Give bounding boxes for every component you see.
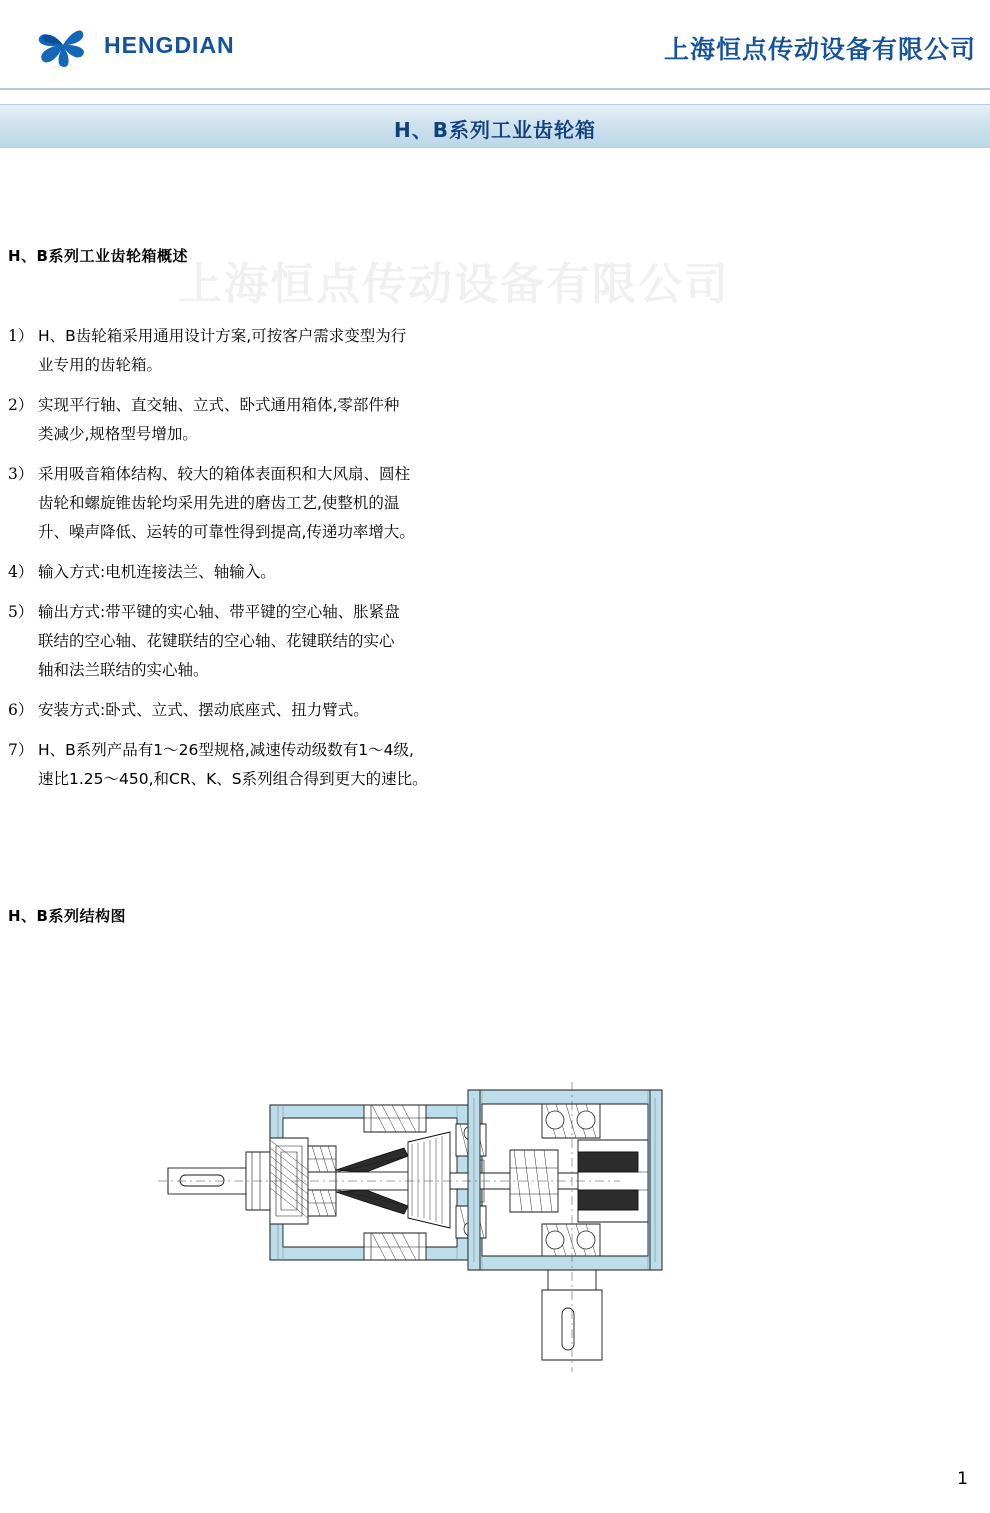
list-item-number: 1） (8, 327, 34, 345)
watermark-text: 上海恒点传动设备有限公司 (178, 259, 730, 310)
company-name: 上海恒点传动设备有限公司 (663, 35, 976, 64)
list-item-number: 3） (8, 465, 34, 483)
list-item-text: H、B齿轮箱采用通用设计方案,可按客户需求变型为行 业专用的齿轮箱。 (38, 327, 407, 374)
gearbox-cross-section-drawing (150, 1020, 770, 1380)
list-item-number: 2） (8, 396, 34, 414)
list-item-number: 4） (8, 563, 34, 581)
overview-list (8, 322, 908, 805)
header-divider (0, 88, 990, 90)
list-item (8, 696, 908, 725)
page-title: H、B系列工业齿轮箱 (394, 118, 596, 142)
list-item (8, 322, 908, 380)
list-item (8, 460, 908, 547)
list-item (8, 736, 908, 794)
list-item-text: 输入方式:电机连接法兰、轴输入。 (38, 563, 276, 581)
pinwheel-logo-icon (36, 20, 90, 70)
list-item-number: 6） (8, 701, 34, 719)
list-item-number: 7） (8, 741, 34, 759)
section-heading-overview: H、B系列工业齿轮箱概述 (8, 247, 188, 265)
list-item (8, 391, 908, 449)
logo-wordmark: HENGDIAN (104, 31, 235, 58)
list-item-number: 5） (8, 603, 34, 621)
document-title-band (0, 104, 990, 148)
list-item-text: 输出方式:带平键的实心轴、带平键的空心轴、胀紧盘 联结的空心轴、花键联结的空心轴、花键联结的实心 轴和法兰联结的实心轴。 (38, 603, 400, 679)
page-header (0, 0, 990, 90)
brand-logo (36, 20, 235, 70)
list-item-text: H、B系列产品有1～26型规格,减速传动级数有1～4级, 速比1.25～450,和CR、K、S系列组合得到更大的速比。 (38, 741, 428, 788)
list-item-text: 实现平行轴、直交轴、立式、卧式通用箱体,零部件种 类减少,规格型号增加。 (38, 396, 400, 443)
section-heading-structure: H、B系列结构图 (8, 907, 126, 925)
list-item-text: 采用吸音箱体结构、较大的箱体表面积和大风扇、圆柱 齿轮和螺旋锥齿轮均采用先进的磨齿工艺,使整机的温 升、噪声降低、运转的可靠性得到提高,传递功率增大。 (38, 465, 415, 541)
list-item (8, 558, 908, 587)
list-item (8, 598, 908, 685)
list-item-text: 安装方式:卧式、立式、摆动底座式、扭力臂式。 (38, 701, 369, 719)
page-number: 1 (957, 1469, 968, 1489)
